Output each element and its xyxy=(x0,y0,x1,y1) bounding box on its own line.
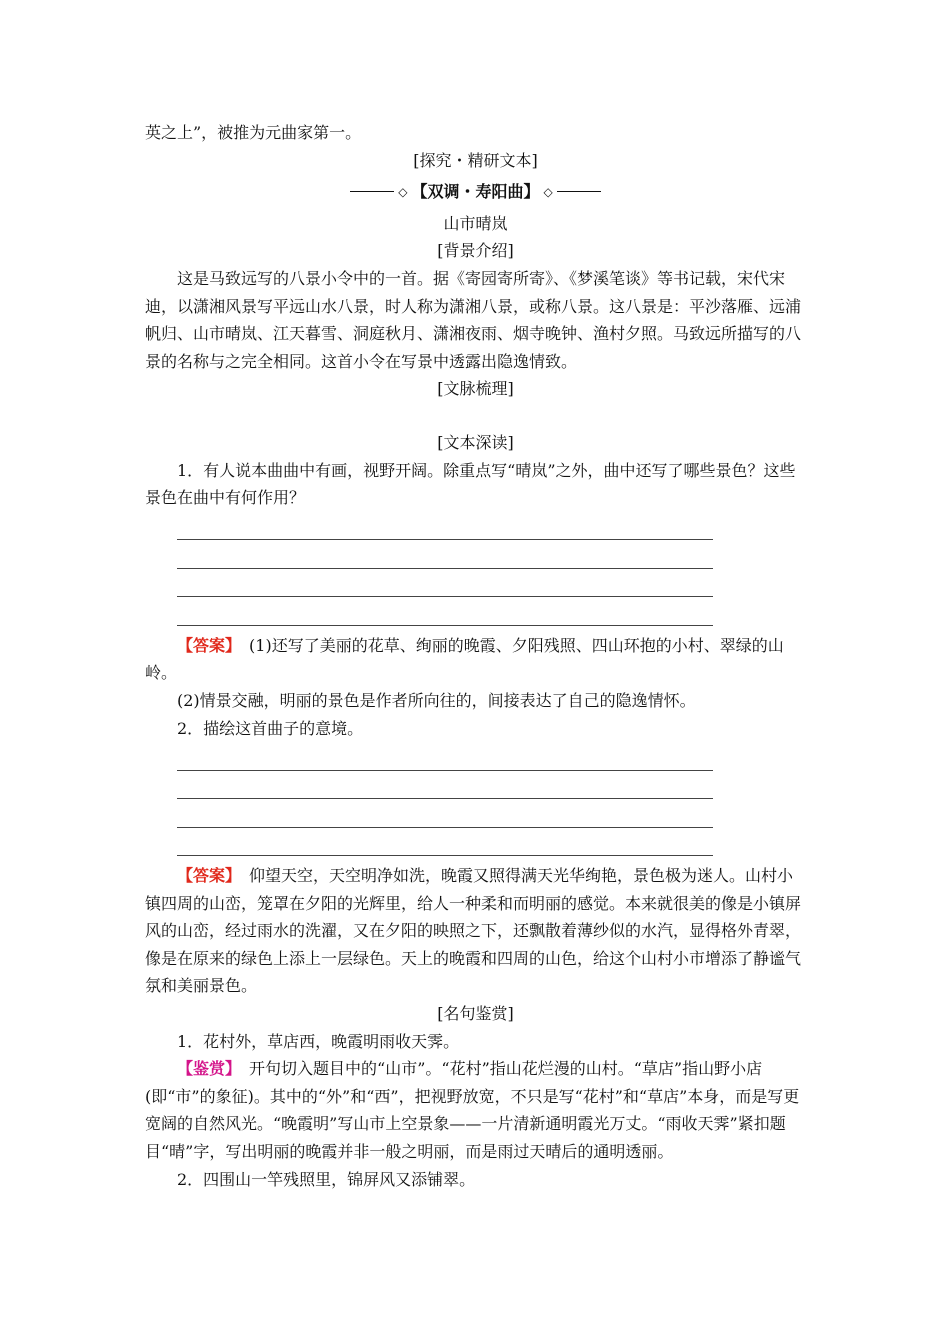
answer-lines-2 xyxy=(145,742,806,856)
appreciation-1 xyxy=(145,1055,806,1165)
question-1: 1．有人说本曲曲中有画，视野开阔。除重点写“晴岚”之外，曲中还写了哪些景色？这些景色在曲中有何作用？ xyxy=(145,460,796,508)
answer-line xyxy=(177,771,713,800)
famous-line-1: 1．花村外，草店西，晚霞明雨收天霁。 xyxy=(177,1031,460,1051)
answer-line xyxy=(177,742,713,771)
answer-line xyxy=(177,569,713,598)
section-structure-heading: [文脉梳理] xyxy=(437,379,514,399)
document-content xyxy=(145,119,806,1193)
answer-line xyxy=(177,799,713,828)
qu-title-banner xyxy=(145,178,806,206)
answer-tag: 【答案】 xyxy=(177,866,234,886)
banner-rule-left xyxy=(350,191,394,192)
intro-tail: 英之上”，被推为元曲家第一。 xyxy=(145,123,362,142)
section-background-heading: [背景介绍] xyxy=(437,241,514,261)
diamond-icon: ◇ xyxy=(398,184,408,199)
answer-tag: 【答案】 xyxy=(177,635,234,655)
answer-line xyxy=(177,828,713,857)
banner-rule-right xyxy=(557,191,601,192)
qu-title: 【双调・寿阳曲】 xyxy=(411,182,540,202)
question-2: 2．描绘这首曲子的意境。 xyxy=(177,718,364,738)
appreciation-1-text: 开句切入题目中的“山市”。“花村”指山花烂漫的山村。“草店”指山野小店(即“市”的象征)。其中的“外”和“西”，把视野放宽，不只是写“花村”和“草店”本身，而是写更宽阔的自然风光。“晚霞明”写山市上空景象——一片清新通明霞光万丈。“雨收天霁”紧扣题目“晴”字，写出明丽的晚霞并非一般之明丽，而是雨过天晴后的通明透丽。 xyxy=(145,1059,800,1162)
appreciation-tag: 【鉴赏】 xyxy=(177,1059,234,1079)
section-deep-reading-heading: [文本深读] xyxy=(437,432,514,452)
answer-2 xyxy=(145,862,806,1000)
answer-2-text: 仰望天空，天空明净如洗，晚霞又照得满天光华绚艳，景色极为迷人。山村小镇四周的山峦，笼罩在夕阳的光辉里，给人一种柔和而明丽的感觉。本来就很美的像是小镇屏风的山峦，经过雨水的洗濯，又在夕阳的映照之下，还飘散着薄纱似的水汽，显得格外青翠，像是在原来的绿色上添上一层绿色。天上的晚霞和四周的山色，给这个山村小市增添了静谧气氛和美丽景色。 xyxy=(145,866,802,996)
answer-1-part-1-text: (1)还写了美丽的花草、绚丽的晚霞、夕阳残照、四山环抱的小村、翠绿的山岭。 xyxy=(145,635,784,683)
background-paragraph: 这是马致远写的八景小令中的一首。据《寄园寄所寄》、《梦溪笔谈》等书记载，宋代宋迪，以潇湘风景写平远山水八景，时人称为潇湘八景，或称八景。这八景是：平沙落雁、远浦帆归、山市晴岚、江天暮雪、洞庭秋月、潇湘夜雨、烟寺晚钟、渔村夕照。马致远所描写的八景的名称与之完全相同。这首小令在写景中透露出隐逸情致。 xyxy=(145,268,802,371)
answer-lines-1 xyxy=(145,512,806,626)
poem-title: 山市晴岚 xyxy=(443,213,508,233)
famous-line-2: 2．四围山一竿残照里，锦屏风又添铺翠。 xyxy=(177,1169,476,1189)
answer-line xyxy=(177,512,713,541)
section-famous-lines-heading: [名句鉴赏] xyxy=(437,1004,514,1024)
answer-line xyxy=(177,540,713,569)
diamond-icon: ◇ xyxy=(543,184,553,199)
structure-blank-space xyxy=(145,403,806,429)
section-explore-heading: [探究・精研文本] xyxy=(413,150,538,170)
answer-1-part-2: (2)情景交融，明丽的景色是作者所向往的，间接表达了自己的隐逸情怀。 xyxy=(177,690,696,710)
answer-1-part-1 xyxy=(145,632,806,687)
answer-line xyxy=(177,597,713,626)
